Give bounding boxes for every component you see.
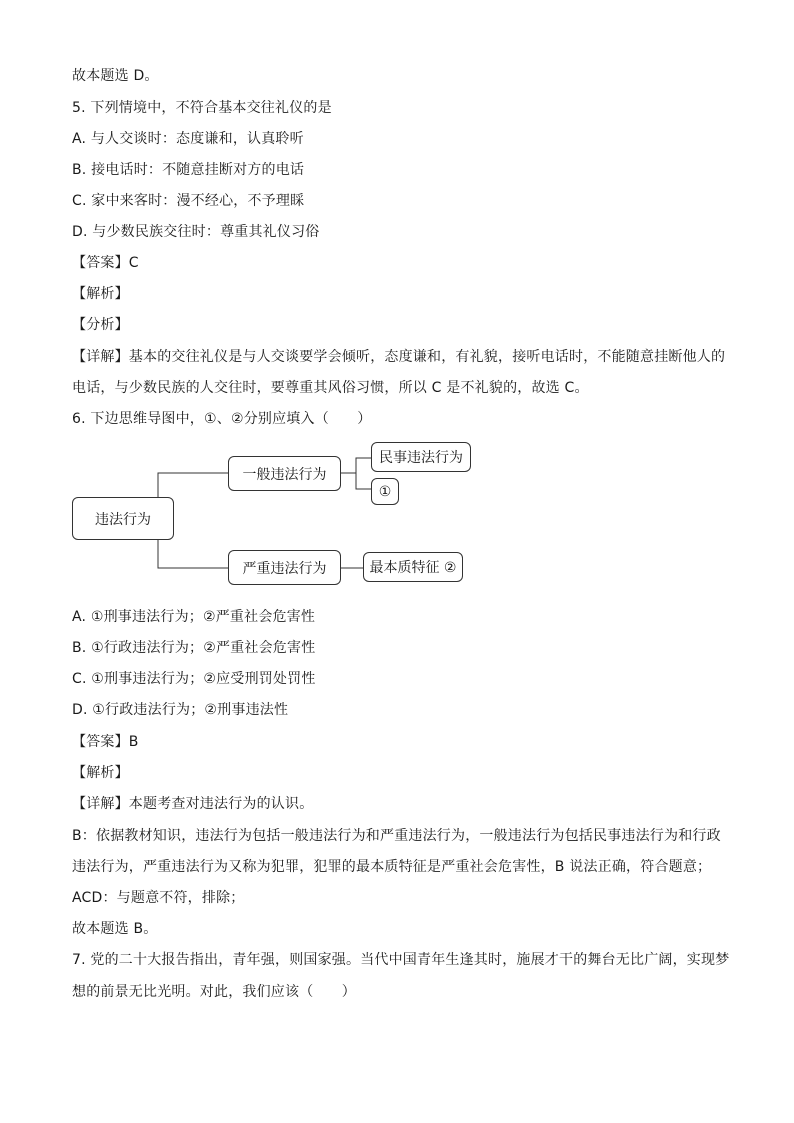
- connector-general-blank: [356, 473, 371, 489]
- q5-detail-line1: 【详解】基本的交往礼仪是与人交谈要学会倾听，态度谦和，有礼貌，接听电话时，不能随意挂断他人的: [72, 349, 726, 365]
- q7-stem-line2: 想的前景无比光明。对此，我们应该（ ）: [72, 984, 356, 1000]
- q6-option-a: A. ①刑事违法行为；②严重社会危害性: [72, 609, 316, 625]
- q6-detail: 【详解】本题考查对违法行为的认识。: [72, 796, 314, 812]
- q5-option-b: B. 接电话时：不随意挂断对方的电话: [72, 162, 305, 178]
- mindmap-serious-node: 严重违法行为: [228, 550, 341, 585]
- q6-explain-line1: B：依据教材知识，违法行为包括一般违法行为和严重违法行为，一般违法行为包括民事违法行为和行政: [72, 828, 721, 844]
- q6-explain-line2: 违法行为，严重违法行为又称为犯罪，犯罪的最本质特征是严重社会危害性，B 说法正确，符合题意；: [72, 859, 712, 875]
- q6-jiexi-label: 【解析】: [72, 765, 129, 781]
- q5-detail-line2: 电话，与少数民族的人交往时，要尊重其风俗习惯，所以 C 是不礼貌的，故选 C。: [72, 380, 589, 396]
- q6-conclusion: 故本题选 B。: [72, 921, 158, 937]
- connector-general-leaves: [341, 458, 371, 473]
- connector-root-general: [158, 473, 228, 497]
- q5-option-a: A. 与人交谈时：态度谦和，认真聆听: [72, 131, 304, 147]
- connector-root-serious: [158, 540, 228, 568]
- q5-stem: 5. 下列情境中，不符合基本交往礼仪的是: [72, 100, 332, 116]
- q6-acd-explain: ACD：与题意不符，排除；: [72, 890, 245, 906]
- q7-stem-line1: 7. 党的二十大报告指出，青年强，则国家强。当代中国青年生逢其时，施展才干的舞台无比广阔，实现梦: [72, 952, 730, 968]
- mindmap-feature-node: 最本质特征 ②: [363, 552, 463, 582]
- q5-option-d: D. 与少数民族交往时：尊重其礼仪习俗: [72, 224, 320, 240]
- mindmap-civil-node: 民事违法行为: [371, 442, 471, 472]
- q5-jiexi-label: 【解析】: [72, 286, 129, 302]
- q5-answer: 【答案】C: [72, 255, 139, 271]
- q6-option-d: D. ①行政违法行为；②刑事违法性: [72, 702, 289, 718]
- q5-option-c: C. 家中来客时：漫不经心，不予理睬: [72, 193, 305, 209]
- q5-fenxi-label: 【分析】: [72, 317, 129, 333]
- q4-conclusion: 故本题选 D。: [72, 68, 159, 84]
- q6-answer: 【答案】B: [72, 734, 139, 750]
- mindmap-root-node: 违法行为: [72, 497, 174, 540]
- mindmap-blank1-node: ①: [371, 478, 399, 505]
- q6-stem: 6. 下边思维导图中，①、②分别应填入（ ）: [72, 411, 372, 427]
- mindmap-general-node: 一般违法行为: [228, 456, 341, 491]
- q6-option-c: C. ①刑事违法行为；②应受刑罚处罚性: [72, 671, 316, 687]
- q6-option-b: B. ①行政违法行为；②严重社会危害性: [72, 640, 316, 656]
